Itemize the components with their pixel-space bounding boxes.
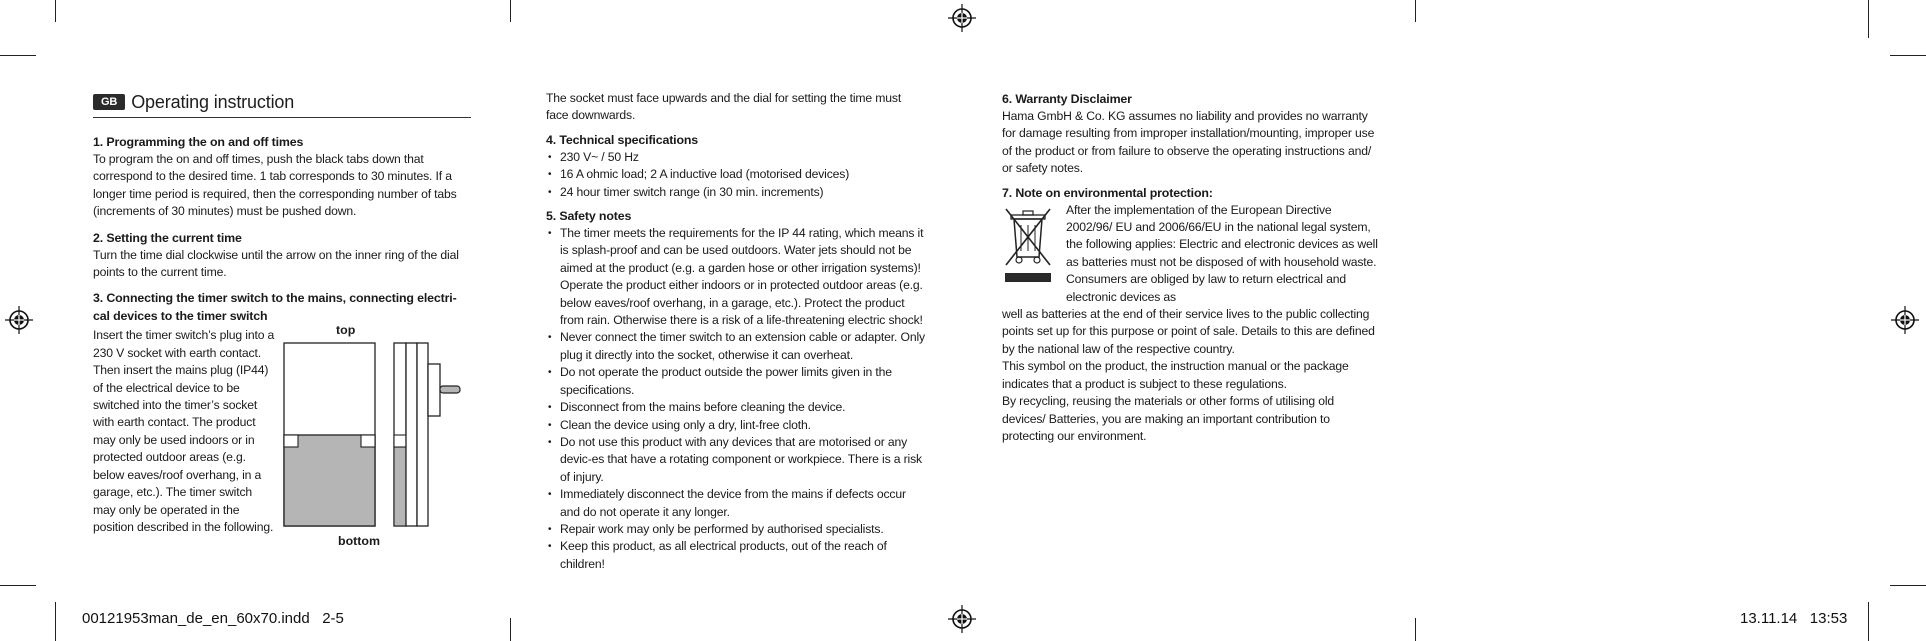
crop-mark bbox=[1890, 55, 1926, 56]
section-text: The socket must face upwards and the dial for setting the time must face downwards. bbox=[546, 91, 902, 123]
list-item: • Immediately disconnect the device from the mains if defects occur and do not operate it any longer. bbox=[546, 486, 926, 521]
diagram-bottom-label: bottom bbox=[338, 534, 380, 548]
diagram-top-label: top bbox=[336, 323, 356, 337]
timer-switch-diagram bbox=[282, 341, 474, 528]
list-item: • Disconnect from the mains before cleaning the device. bbox=[546, 399, 926, 416]
section-heading: 2. Setting the current time bbox=[93, 230, 242, 245]
crop-mark bbox=[510, 618, 511, 641]
section-heading: 6. Warranty Disclaimer bbox=[1002, 92, 1132, 106]
crop-mark bbox=[1890, 585, 1926, 586]
title-divider bbox=[93, 117, 471, 118]
section-text: This symbol on the product, the instruction manual or the package indicates that a product is subject to these regulations. bbox=[1002, 359, 1349, 391]
document-title-row bbox=[93, 90, 471, 114]
middle-column bbox=[546, 90, 926, 573]
page-title: Operating instruction bbox=[131, 92, 295, 112]
registration-mark-icon bbox=[947, 604, 977, 634]
list-item: • Repair work may only be performed by authorised specialists. bbox=[546, 521, 926, 538]
registration-mark-icon bbox=[4, 305, 34, 335]
section-heading: 1. Programming the on and off times bbox=[93, 135, 304, 149]
list-item: • Keep this product, as all electrical products, out of the reach of children! bbox=[546, 538, 926, 573]
list-item: • 24 hour timer switch range (in 30 min. increments) bbox=[546, 184, 926, 201]
crop-mark bbox=[1868, 0, 1869, 38]
crop-mark bbox=[510, 0, 511, 22]
safety-list bbox=[546, 225, 926, 573]
section-heading: 5. Safety notes bbox=[546, 209, 632, 224]
crop-mark bbox=[55, 602, 56, 641]
section-text: well as batteries at the end of their service lives to the public collecting points set up for this purpose or point of sale. Details to this are defined by the national law of the respective country. bbox=[1002, 307, 1375, 356]
spec-list bbox=[546, 149, 926, 201]
list-item: • The timer meets the requirements for the IP 44 rating, which means it is splash-proof and can be used outdoors. Water jets should not be aimed at the product (e.g. a garden hose or other irrigation systems)! Operate the product either indoors or in protected outdoor areas (e.g. below eaves/roof overhang, in a garage, etc.). Protect the product from rain. Otherwise there is a risk of a life-threatening electric shock! bbox=[546, 225, 926, 329]
section-heading: 3. Connecting the timer switch to the mains, connecting electri-cal devices to the timer switch bbox=[93, 291, 457, 324]
list-item: • 16 A ohmic load; 2 A inductive load (motorised devices) bbox=[546, 166, 926, 183]
section-text: Turn the time dial clockwise until the arrow on the inner ring of the dial points to the current time. bbox=[93, 247, 459, 280]
list-item: • 230 V~ / 50 Hz bbox=[546, 149, 926, 166]
crop-mark bbox=[55, 0, 56, 22]
list-item: • Do not operate the product outside the power limits given in the specifications. bbox=[546, 364, 926, 399]
crop-mark bbox=[0, 585, 36, 586]
section-text: After the implementation of the European Directive 2002/96/ EU and 2006/66/EU in the national legal system, the following applies: Electric and electronic devices as well as batteries must not be disposed of with household waste. Consumers are obliged by law to return electrical and electronic devices as bbox=[1066, 202, 1378, 304]
list-item: • Clean the device using only a dry, lint-free cloth. bbox=[546, 417, 926, 434]
footer-file-name: 00121953man_de_en_60x70.indd 2-5 bbox=[82, 610, 344, 627]
section-heading: 7. Note on environmental protection: bbox=[1002, 185, 1213, 200]
section-text: Hama GmbH & Co. KG assumes no liability and provides no warranty for damage resulting from improper installation/mounting, improper use of the product or from failure to observe the operating instructions and/ or safety notes. bbox=[1002, 109, 1375, 176]
footer-timestamp: 13.11.14 13:53 bbox=[1740, 610, 1848, 627]
crop-mark bbox=[1868, 602, 1869, 641]
section-text: Insert the timer switch’s plug into a 230 V socket with earth contact. Then insert the mains plug (IP44) of the electrical device to be switched into the timer’s socket with earth contact. The product may only be used indoors or in protected outdoor areas (e.g. below eaves/roof overhang, in a garage, etc.). The timer switch may only be operated in the position described in the following. bbox=[93, 328, 275, 534]
language-badge: GB bbox=[93, 94, 125, 110]
right-column bbox=[1002, 90, 1380, 445]
crop-mark bbox=[0, 55, 36, 56]
registration-mark-icon bbox=[1890, 305, 1920, 335]
list-item: • Do not use this product with any devices that are motorised or any devic-es that have a rotating component or workpiece. There is a risk of injury. bbox=[546, 434, 926, 486]
crossed-out-bin-icon bbox=[1002, 205, 1054, 283]
crop-mark bbox=[1415, 618, 1416, 641]
section-text: By recycling, reusing the materials or other forms of utilising old devices/ Batteries, you are making an important contribution to protecting our environment. bbox=[1002, 394, 1335, 443]
registration-mark-icon bbox=[947, 3, 977, 33]
section-heading: 4. Technical specifications bbox=[546, 132, 699, 147]
weee-block bbox=[1002, 202, 1380, 306]
list-item: • Never connect the timer switch to an extension cable or adapter. Only plug it directly into the socket, otherwise it can overheat. bbox=[546, 329, 926, 364]
crop-mark bbox=[1415, 0, 1416, 22]
section-text: To program the on and off times, push the black tabs down that correspond to the desired time. 1 tab corresponds to 30 minutes. If a longer time period is required, then the corresponding number of tabs (increments of 30 minutes) must be pushed down. bbox=[93, 152, 457, 219]
